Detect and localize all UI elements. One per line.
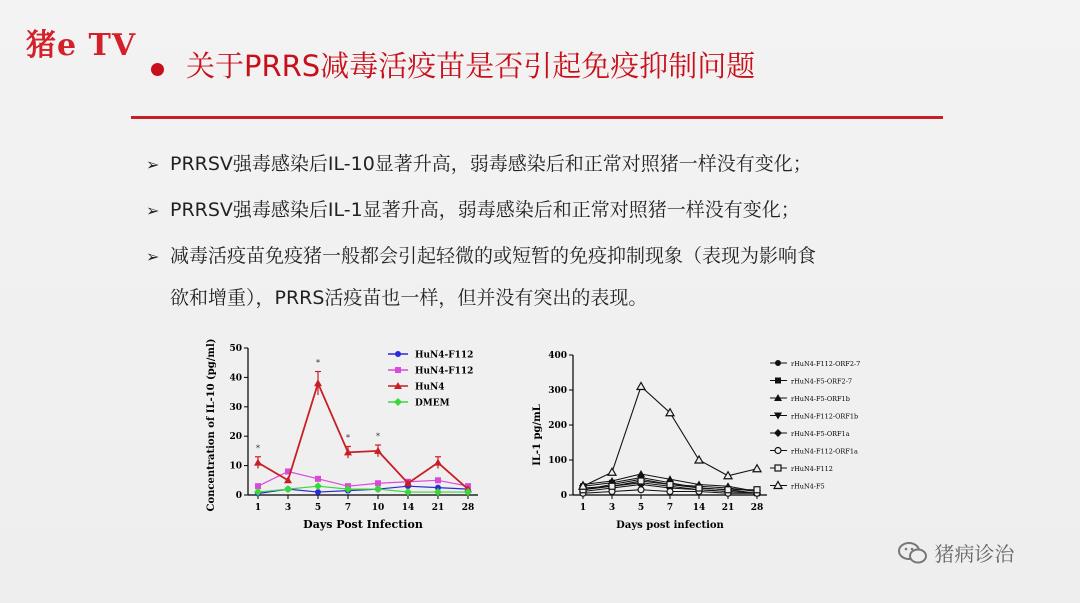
chart2-legend-marker <box>775 378 781 384</box>
chart2-x-axis-label: Days post infection <box>616 520 724 531</box>
chart1-x-tick-label: 28 <box>461 503 475 513</box>
arrow-bullet-icon: ➢ <box>146 155 160 174</box>
chart1-y-tick-label: 40 <box>229 373 242 384</box>
bullet-item <box>146 196 800 225</box>
chart1-legend <box>388 351 473 409</box>
chart2-legend-label: rHuN4-F112-ORF2-7 <box>791 360 861 368</box>
chart1-significance-marker: * <box>346 433 350 443</box>
chart2-legend-label: rHuN4-F112 <box>791 465 833 473</box>
chart1-x-tick-label: 3 <box>284 503 292 513</box>
il10-line-chart <box>200 338 490 538</box>
il1-line-chart <box>525 345 861 535</box>
chart2-data-point <box>609 483 615 489</box>
chart2-legend <box>770 360 860 491</box>
watermark <box>898 538 1014 568</box>
chart1-significance-marker: * <box>256 443 260 453</box>
logo-text: 猪e TV <box>26 28 137 63</box>
chart1-x-tick-label: 14 <box>401 503 415 513</box>
bullet-item <box>146 150 812 179</box>
chart1-y-tick-label: 10 <box>229 461 242 472</box>
chart1-legend-label: HuN4-F112 <box>415 350 474 361</box>
bullet-text-continuation: 欲和增重），PRRS活疫苗也一样，但并没有突出的表现。 <box>170 287 648 309</box>
chart2-x-tick-label: 21 <box>721 503 735 513</box>
chart1-x-tick-label: 10 <box>371 503 385 513</box>
chart2-x-tick-label: 1 <box>579 503 587 513</box>
chart1-y-tick-label: 30 <box>229 402 242 413</box>
chart2-legend-label: rHuN4-F5-ORF1b <box>791 395 850 403</box>
chart1-data-point <box>284 485 292 493</box>
arrow-bullet-icon: ➢ <box>146 201 160 220</box>
chart1-x-tick-label: 7 <box>344 503 352 513</box>
arrow-bullet-icon: ➢ <box>146 247 160 266</box>
title-divider <box>131 116 943 119</box>
chart1-data-point <box>374 485 382 493</box>
chart2-data-point <box>637 470 645 477</box>
chart2-data-point <box>667 489 673 495</box>
chart1-data-point <box>284 476 292 483</box>
chart1-x-tick-label: 5 <box>314 503 322 513</box>
watermark-text: 猪病诊治 <box>934 542 1015 566</box>
chart2-legend-label: rHuN4-F112-ORF1b <box>791 412 859 421</box>
chart1-legend-marker <box>395 351 401 357</box>
page-title: 关于PRRS减毒活疫苗是否引起免疫抑制问题 <box>186 49 756 83</box>
chart2-x-tick-label: 28 <box>750 503 764 513</box>
chart2-x-tick-label: 7 <box>666 503 674 513</box>
logo <box>26 28 156 64</box>
chart2-series-line <box>583 387 757 487</box>
title-bullet-dot <box>151 63 164 76</box>
chart1-y-tick-label: 50 <box>229 344 242 354</box>
chart2-x-tick-label: 5 <box>637 503 645 513</box>
chart2-data-point <box>638 478 644 484</box>
chart1-data-point <box>314 482 322 490</box>
chart1-legend-label: HuN4 <box>415 382 445 393</box>
chart2-legend-label: rHuN4-F5 <box>791 482 825 491</box>
chart1-series <box>254 359 472 497</box>
bullet-item <box>146 242 816 271</box>
bullet-text: PRRSV强毒感染后IL-1显著升高，弱毒感染后和正常对照猪一样没有变化； <box>170 199 800 221</box>
chart1-y-axis-label: Concentration of IL-10 (pg/ml) <box>206 338 217 512</box>
chart1-legend-marker <box>394 398 402 406</box>
chart1-y-tick-label: 0 <box>235 491 242 501</box>
chart2-legend-label: rHuN4-F5-ORF2-7 <box>791 377 853 386</box>
chart2-data-point <box>608 468 616 475</box>
chart1-legend-marker <box>395 367 401 373</box>
bullet-text: PRRSV强毒感染后IL-10显著升高，弱毒感染后和正常对照猪一样没有变化； <box>170 153 812 175</box>
chart1-significance-marker: * <box>316 358 320 368</box>
chart2-legend-marker <box>775 465 781 471</box>
chart1-legend-label: DMEM <box>415 398 450 409</box>
chart2-legend-label: rHuN4-F112-ORF1a <box>791 447 858 456</box>
chart2-y-tick-label: 100 <box>548 456 567 466</box>
chart2-data-point <box>753 465 761 472</box>
chart2-legend-label: rHuN4-F5-ORF1a <box>791 430 850 438</box>
chart2-y-tick-label: 300 <box>548 386 567 396</box>
chart2-legend-marker <box>775 360 781 366</box>
chart1-data-point <box>435 477 441 483</box>
chart2-data-point <box>637 383 645 390</box>
wechat-icon <box>898 541 928 570</box>
chart2-series <box>579 383 761 498</box>
chart2-data-point <box>695 456 703 463</box>
chart2-y-axis-label: IL-1 pg/mL <box>532 404 543 466</box>
chart1-significance-marker: * <box>376 432 380 442</box>
chart1-y-tick-label: 20 <box>229 432 242 443</box>
chart2-data-point <box>638 487 644 493</box>
chart1-x-tick-label: 21 <box>431 503 445 513</box>
chart2-data-point <box>725 487 731 493</box>
chart2-y-tick-label: 0 <box>560 491 567 501</box>
chart1-legend-label: HuN4-F112 <box>415 366 474 377</box>
bullet-text: 减毒活疫苗免疫猪一般都会引起轻微的或短暂的免疫抑制现象（表现为影响食 <box>170 245 817 267</box>
chart2-data-point <box>667 482 673 488</box>
chart2-x-tick-label: 14 <box>692 503 706 513</box>
chart1-data-point <box>315 476 321 482</box>
chart2-data-point <box>754 487 760 493</box>
chart1-x-axis-label: Days Post Infection <box>303 518 423 531</box>
chart2-legend-marker <box>775 448 781 454</box>
chart2-legend-marker <box>774 429 782 437</box>
chart2-data-point <box>696 485 702 491</box>
chart2-y-tick-label: 400 <box>548 351 567 361</box>
chart1-x-tick-label: 1 <box>254 503 262 513</box>
chart2-x-tick-label: 3 <box>608 503 616 513</box>
chart2-y-tick-label: 200 <box>548 421 567 431</box>
